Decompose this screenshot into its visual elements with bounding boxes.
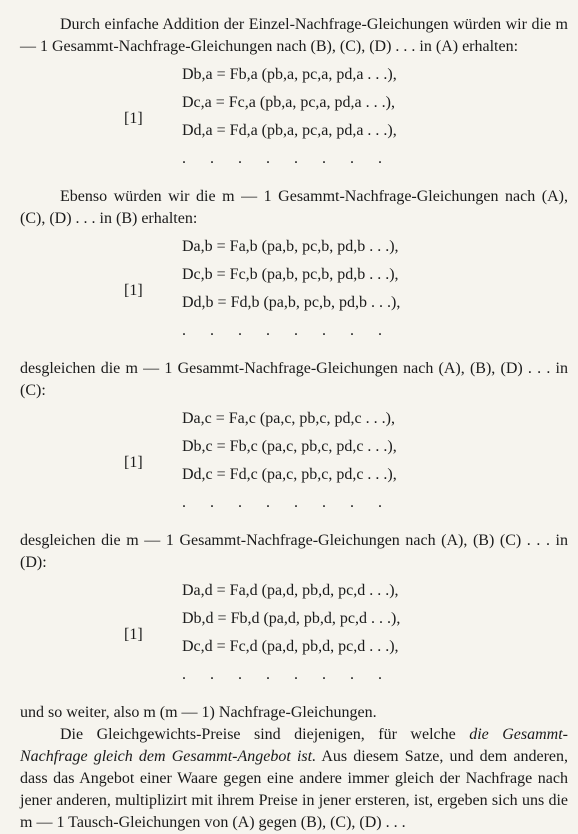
paragraph-desgleichen-d: desgleichen die m — 1 Gesammt-Nachfrage-Gleichungen nach (A), (B) (C) . . . in (D): bbox=[20, 532, 568, 571]
equation-line: Dc,b = Fc,b (pa,b, pc,b, pd,b . . .), bbox=[182, 266, 399, 283]
equation-line: Dd,b = Fd,b (pa,b, pc,b, pd,b . . .), bbox=[182, 294, 401, 311]
emphasis-text: die Gesammt-Nachfrage gleich dem Gesammt-Angebot ist. bbox=[20, 726, 569, 765]
equation-block-a bbox=[20, 64, 568, 180]
equation-ellipsis: . . . . . . . . bbox=[182, 322, 392, 339]
equation-number: [1] bbox=[124, 282, 143, 299]
equation-number: [1] bbox=[124, 626, 143, 643]
equation-block-d bbox=[20, 580, 568, 696]
equation-number: [1] bbox=[124, 110, 143, 127]
equation-line: Dd,c = Fd,c (pa,c, pb,c, pd,c . . .), bbox=[182, 466, 397, 483]
paragraph-und-so-weiter: und so weiter, also m (m — 1) Nachfrage-Gleichungen. bbox=[20, 704, 377, 721]
paragraph-ebenso: Ebenso würden wir die m — 1 Gesammt-Nachfrage-Gleichungen nach (A), (C), (D) . . . in (B) erhalten: bbox=[20, 188, 568, 227]
equation-block-c bbox=[20, 408, 568, 524]
equation-line: Db,c = Fb,c (pa,c, pb,c, pd,c . . .), bbox=[182, 438, 397, 455]
equation-line: Da,d = Fa,d (pa,d, pb,d, pc,d . . .), bbox=[182, 582, 399, 599]
equation-line: Da,c = Fa,c (pa,c, pb,c, pd,c . . .), bbox=[182, 410, 395, 427]
equation-block-b bbox=[20, 236, 568, 352]
equation-line: Dc,d = Fc,d (pa,d, pb,d, pc,d . . .), bbox=[182, 638, 399, 655]
equation-ellipsis: . . . . . . . . bbox=[182, 666, 392, 683]
paragraph-gleichgewicht bbox=[20, 724, 568, 834]
equation-line: Da,b = Fa,b (pa,b, pc,b, pd,b . . .), bbox=[182, 238, 399, 255]
equation-line: Db,a = Fb,a (pb,a, pc,a, pd,a . . .), bbox=[182, 66, 397, 83]
document-page bbox=[20, 14, 568, 834]
equation-line: Db,d = Fb,d (pa,d, pb,d, pc,d . . .), bbox=[182, 610, 401, 627]
equation-line: Dd,a = Fd,a (pb,a, pc,a, pd,a . . .), bbox=[182, 122, 397, 139]
paragraph-intro: Durch einfache Addition der Einzel-Nachfrage-Gleichungen würden wir die m — 1 Gesammt-Nachfrage-Gleichungen nach (B), (C), (D) . . . in (A) erhalten: bbox=[20, 16, 568, 55]
text-run: Aus diesem Satze, und dem anderen, dass das Angebot einer Waare gegen eine andere immer gleich der Nachfrage nach jener anderen, multiplizirt mit ihrem Preise in jener ersteren, ist, ergeben sich uns die m — 1 Tausch-Gleichungen von (A) gegen (B), (C), (D) . . . bbox=[20, 748, 569, 831]
equation-number: [1] bbox=[124, 454, 143, 471]
paragraph-desgleichen-c: desgleichen die m — 1 Gesammt-Nachfrage-Gleichungen nach (A), (B), (D) . . . in (C): bbox=[20, 360, 568, 399]
equation-ellipsis: . . . . . . . . bbox=[182, 494, 392, 511]
equation-line: Dc,a = Fc,a (pb,a, pc,a, pd,a . . .), bbox=[182, 94, 395, 111]
text-run: Die Gleichgewichts-Preise sind diejenigen, für welche bbox=[60, 726, 470, 743]
equation-ellipsis: . . . . . . . . bbox=[182, 150, 392, 167]
